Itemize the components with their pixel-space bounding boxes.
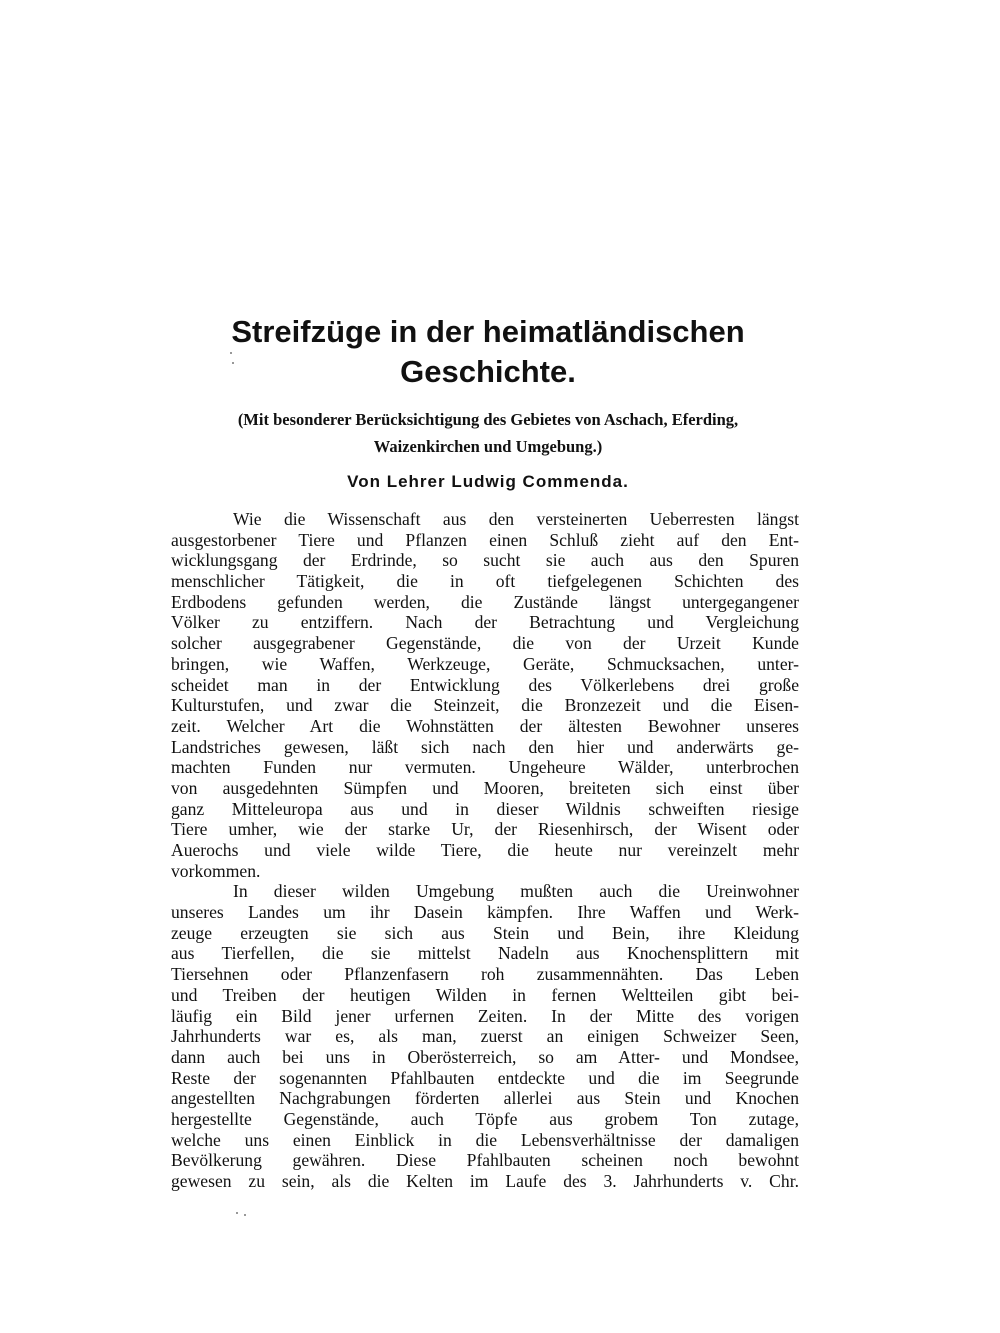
scan-speck [236, 1212, 238, 1214]
subtitle [160, 406, 816, 460]
scan-speck [230, 352, 232, 354]
text-line: aus Tierfellen, die sie mittelst Nadeln aus Knochensplittern mit [171, 943, 799, 964]
paragraph-1 [171, 509, 799, 881]
text-line: angestellten Nachgrabungen förderten allerlei aus Stein und Knochen [171, 1088, 799, 1109]
text-line: unseres Landes um ihr Dasein kämpfen. Ihre Waffen und Werk- [171, 902, 799, 923]
text-line: Bevölkerung gewähren. Diese Pfahlbauten scheinen noch bewohnt [171, 1150, 799, 1171]
text-line: Kulturstufen, und zwar die Steinzeit, die Bronzezeit und die Eisen- [171, 695, 799, 716]
text-line: und Treiben der heutigen Wilden in fernen Weltteilen gibt bei- [171, 984, 799, 1005]
body-text [171, 509, 799, 1192]
author-line: Von Lehrer Ludwig Commenda. [347, 472, 629, 491]
text-line: solcher ausgegrabener Gegenstände, die von der Urzeit Kunde [171, 633, 799, 654]
title-line: Geschichte. [400, 354, 576, 389]
text-line: ganz Mitteleuropa aus und in dieser Wildnis schweiften riesige [171, 798, 799, 819]
subtitle-line: Waizenkirchen und Umgebung.) [373, 437, 603, 456]
text-line: Reste der sogenannten Pfahlbauten entdeckte und die im Seegrunde [171, 1067, 799, 1088]
text-line: Erdbodens gefunden werden, die Zustände längst untergegangener [171, 591, 799, 612]
text-line: ausgestorbener Tiere und Pflanzen einen Schluß zieht auf den Ent- [171, 529, 799, 550]
title-line: Streifzüge in der heimatländischen [231, 314, 745, 349]
scan-speck [244, 1214, 246, 1216]
text-line: Völker zu entziffern. Nach der Betrachtung und Vergleichung [171, 612, 799, 633]
text-line: welche uns einen Einblick in die Lebensverhältnisse der damaligen [171, 1129, 799, 1150]
text-line: Jahrhunderts war es, als man, zuerst an einigen Schweizer Seen, [171, 1026, 799, 1047]
page-title [170, 312, 806, 392]
text-line: Landstriches gewesen, läßt sich nach den hier und anderwärts ge- [171, 736, 799, 757]
paragraph-2 [171, 881, 799, 1191]
text-line: machten Funden nur vermuten. Ungeheure Wälder, unterbrochen [171, 757, 799, 778]
text-line: Tiere umher, wie der starke Ur, der Riesenhirsch, der Wisent oder [171, 819, 799, 840]
text-line: Wie die Wissenschaft aus den versteinerten Ueberresten längst [233, 509, 799, 529]
text-line: gewesen zu sein, als die Kelten im Laufe des 3. Jahrhunderts v. Chr. [171, 1171, 799, 1191]
scan-speck [232, 362, 234, 364]
text-line: bringen, wie Waffen, Werkzeuge, Geräte, Schmucksachen, unter- [171, 653, 799, 674]
text-line: zeit. Welcher Art die Wohnstätten der ältesten Bewohner unseres [171, 715, 799, 736]
subtitle-line: (Mit besonderer Berücksichtigung des Gebietes von Aschach, Eferding, [237, 410, 739, 429]
text-line: Tiersehnen oder Pflanzenfasern roh zusammennähten. Das Leben [171, 964, 799, 985]
text-line: menschlicher Tätigkeit, die in oft tiefgelegenen Schichten des [171, 571, 799, 592]
text-line: hergestellte Gegenstände, auch Töpfe aus grobem Ton zutage, [171, 1108, 799, 1129]
text-line: läufig ein Bild jener urfernen Zeiten. In der Mitte des vorigen [171, 1005, 799, 1026]
text-line: dann auch bei uns in Oberösterreich, so am Atter- und Mondsee, [171, 1046, 799, 1067]
text-line: wicklungsgang der Erdrinde, so sucht sie auch aus den Spuren [171, 550, 799, 571]
text-line: von ausgedehnten Sümpfen und Mooren, breiteten sich einst über [171, 777, 799, 798]
text-line: vorkommen. [171, 860, 261, 881]
text-line: zeuge erzeugten sie sich aus Stein und Bein, ihre Kleidung [171, 922, 799, 943]
text-line: In dieser wilden Umgebung mußten auch die Ureinwohner [233, 881, 799, 902]
text-line: scheidet man in der Entwicklung des Völkerlebens drei große [171, 674, 799, 695]
text-line: Auerochs und viele wilde Tiere, die heute nur vereinzelt mehr [171, 840, 799, 860]
